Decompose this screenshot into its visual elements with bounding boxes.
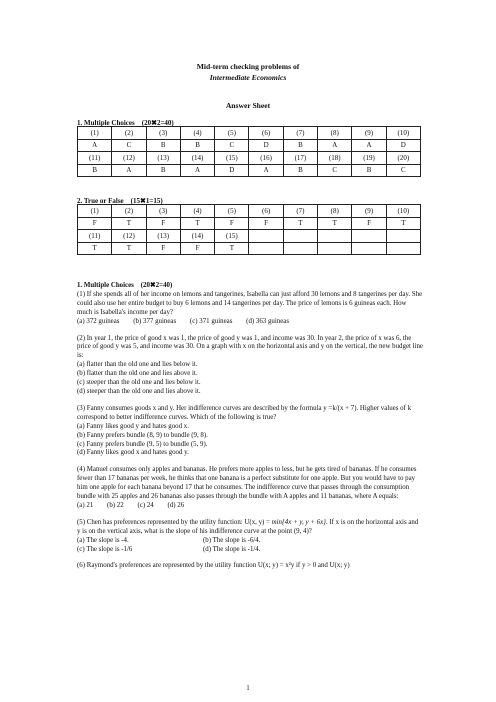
- table-cell: (3): [146, 205, 180, 218]
- table-cell: D: [215, 164, 249, 177]
- table-cell: B: [352, 164, 386, 177]
- table-cell: [249, 242, 283, 255]
- table-cell: F: [180, 242, 214, 255]
- table-cell: T: [283, 217, 317, 230]
- question-5-options-row-2: [77, 546, 423, 555]
- table-cell: [318, 230, 352, 243]
- table-cell: (10): [386, 205, 420, 218]
- answer-sheet-heading: Answer Sheet: [225, 101, 271, 110]
- table-cell: (15): [215, 230, 249, 243]
- table-row: [78, 127, 421, 140]
- table-cell: T: [318, 217, 352, 230]
- table-cell: A: [318, 139, 352, 152]
- table-cell: T: [180, 217, 214, 230]
- table-cell: A: [249, 164, 283, 177]
- course-name: Intermediate Economics: [209, 73, 287, 82]
- table-cell: B: [180, 139, 214, 152]
- table-cell: T: [112, 242, 146, 255]
- table-cell: F: [249, 217, 283, 230]
- question-2-option-a: (a) flatter than the old one and lies below it.: [77, 361, 198, 369]
- table-cell: B: [78, 164, 112, 177]
- question-2-option-c: (c) steeper than the old one and lies below it.: [77, 379, 201, 387]
- table-cell: [386, 242, 420, 255]
- table-cell: F: [146, 242, 180, 255]
- table-cell: [352, 230, 386, 243]
- table-cell: (13): [146, 152, 180, 165]
- table-cell: F: [78, 217, 112, 230]
- table-row: [78, 205, 421, 218]
- mc-answer-table: [77, 126, 421, 177]
- table-cell: (8): [318, 205, 352, 218]
- questions-body: [77, 282, 423, 571]
- question-3-option-d: (d) Fanny likes good x and hates good y.: [77, 449, 189, 457]
- table-cell: (8): [318, 127, 352, 140]
- table-cell: C: [318, 164, 352, 177]
- question-5-option-a: (a) The slope is -4.: [77, 536, 129, 544]
- tf-answer-table: [77, 204, 421, 255]
- table-cell: [318, 242, 352, 255]
- question-5-stem-pre: (5) Chen has preferences represented by the utility function: U(x, y) =: [77, 518, 272, 526]
- table-cell: T: [386, 217, 420, 230]
- table-cell: (13): [146, 230, 180, 243]
- question-5-option-d: (d) The slope is -1/4.: [203, 545, 261, 553]
- question-4-stem: (4) Manuel consumes only apples and bananas. He prefers more apples to less, but he gets tired of bananas. If he consumes fewer than 17 bananas per week, he thinks that one banana is a perfect substitute for one apple. But you would have to pay him one apple for each banana beyond 17 that he consumes. The indifference curve that passes through the consumption bundle with 25 apples and 26 bananas also passes through the bundle with A apples and 11 bananas, where A equals:: [77, 466, 417, 501]
- table-cell: (4): [180, 205, 214, 218]
- question-3-stem: (3) Fanny consumes goods x and y. Her indifference curves are described by the formula y =k/(x + 7). Higher values of k correspond to better indifference curves. Which of the following is true?: [77, 404, 412, 421]
- tf-section-heading: 2. True or False (15✖1=15): [77, 197, 163, 205]
- table-cell: (6): [249, 127, 283, 140]
- question-5-option-b: (b) The slope is -6/4.: [203, 536, 261, 544]
- question-5-option-c: (c) The slope is -1/6: [77, 545, 133, 553]
- table-cell: F: [146, 217, 180, 230]
- table-cell: (19): [352, 152, 386, 165]
- table-cell: (15): [215, 152, 249, 165]
- table-cell: (7): [283, 205, 317, 218]
- table-row: [78, 164, 421, 177]
- question-3-option-b: (b) Fanny prefers bundle (8, 9) to bundle (9, 8).: [77, 431, 208, 439]
- table-cell: (1): [78, 205, 112, 218]
- table-cell: D: [386, 139, 420, 152]
- question-5-options-row-1: [77, 537, 423, 546]
- table-cell: C: [112, 139, 146, 152]
- table-cell: C: [215, 139, 249, 152]
- table-row: [78, 152, 421, 165]
- question-6-stem: (6) Raymond's preferences are represented by the utility function U(x; y) = x²y if y > 0 and U(x; y): [77, 562, 350, 570]
- table-cell: (20): [386, 152, 420, 165]
- question-2-option-b: (b) flatter than the old one and lies above it.: [77, 370, 198, 378]
- table-cell: C: [386, 164, 420, 177]
- table-cell: (2): [112, 205, 146, 218]
- table-cell: (7): [283, 127, 317, 140]
- table-cell: F: [352, 217, 386, 230]
- table-row: [78, 217, 421, 230]
- table-cell: (12): [112, 230, 146, 243]
- table-row: [78, 139, 421, 152]
- table-cell: T: [78, 242, 112, 255]
- question-1-options: (a) 372 guineas (b) 377 guineas (c) 371 guineas (d) 363 guineas: [77, 317, 290, 325]
- table-cell: (12): [112, 152, 146, 165]
- table-cell: (6): [249, 205, 283, 218]
- table-cell: B: [146, 139, 180, 152]
- table-cell: (14): [180, 230, 214, 243]
- table-cell: D: [249, 139, 283, 152]
- table-cell: T: [215, 242, 249, 255]
- table-cell: A: [78, 139, 112, 152]
- questions-heading: 1. Multiple Choices (20✖2=40): [77, 282, 173, 289]
- question-3-option-a: (a) Fanny likes good y and hates good x.: [77, 422, 189, 430]
- table-cell: B: [283, 139, 317, 152]
- table-cell: [283, 230, 317, 243]
- table-cell: (11): [78, 152, 112, 165]
- table-cell: [283, 242, 317, 255]
- table-cell: (1): [78, 127, 112, 140]
- question-3-option-c: (c) Fanny prefers bundle (9, 5) to bundle (5, 9).: [77, 440, 208, 448]
- table-cell: (14): [180, 152, 214, 165]
- document-title: Mid-term checking problems of: [196, 62, 300, 71]
- table-cell: (11): [78, 230, 112, 243]
- table-cell: (5): [215, 205, 249, 218]
- table-cell: F: [215, 217, 249, 230]
- table-cell: A: [352, 139, 386, 152]
- question-5-stem-post: . If x is on the horizontal axis and y is on the vertical axis, what is the slope of his indifference curve at the point (9, 4)?: [77, 518, 419, 535]
- table-cell: (10): [386, 127, 420, 140]
- mc-section-heading: 1. Multiple Choices (20✖2=40): [77, 119, 174, 127]
- table-cell: (17): [283, 152, 317, 165]
- table-cell: (9): [352, 205, 386, 218]
- table-cell: B: [146, 164, 180, 177]
- table-row: [78, 230, 421, 243]
- table-cell: B: [283, 164, 317, 177]
- table-row: [78, 242, 421, 255]
- table-cell: A: [112, 164, 146, 177]
- table-cell: (3): [146, 127, 180, 140]
- table-cell: (18): [318, 152, 352, 165]
- table-cell: A: [180, 164, 214, 177]
- table-cell: [352, 242, 386, 255]
- table-cell: (9): [352, 127, 386, 140]
- utility-formula: min{4x + y, y + 6x}: [271, 518, 326, 526]
- question-1-stem: (1) If she spends all of her income on lemons and tangerines, Isabella can just afford 30 lemons and 8 tangerines per day. She could also use her entire budget to buy 6 lemons and 14 tangerines per day. The price of lemons is 6 guineas each. How much is Isabella's income per day?: [77, 290, 423, 316]
- page-number: 1: [246, 684, 250, 692]
- table-cell: [386, 230, 420, 243]
- question-2-stem: (2) In year 1, the price of good x was 1, the price of good y was 1, and income was 30. In year 2, the price of x was 6, the price of good y was 5, and income was 30. On a graph with x on the horizontal axis and y on the vertical, the new budget line is:: [77, 334, 423, 360]
- table-cell: (2): [112, 127, 146, 140]
- table-cell: T: [112, 217, 146, 230]
- question-2-option-d: (d) steeper than the old one and lies above it.: [77, 387, 201, 395]
- question-5-stem: [77, 519, 423, 537]
- table-cell: (4): [180, 127, 214, 140]
- table-cell: [249, 230, 283, 243]
- table-cell: (16): [249, 152, 283, 165]
- question-4-options: (a) 21 (b) 22 (c) 24 (d) 26: [77, 501, 185, 509]
- table-cell: (5): [215, 127, 249, 140]
